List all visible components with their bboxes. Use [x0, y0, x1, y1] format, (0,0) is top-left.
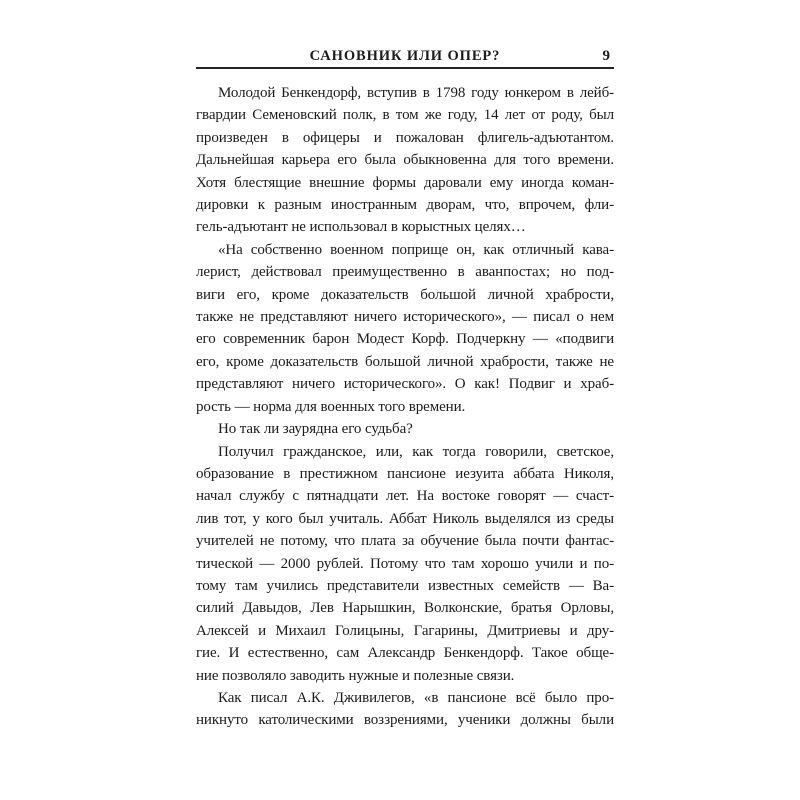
paragraph [196, 687, 614, 732]
text-line: Хотя блестящие внешние формы даровали ему иногда коман- [196, 174, 614, 191]
text-line: гие. И естественно, сам Александр Бенкендорф. Такое обще- [196, 645, 614, 662]
header-rule [196, 67, 614, 69]
text-line: его, кроме доказательств большой личной храбрости, также не [196, 353, 614, 370]
text-line: Получил гражданское, или, как тогда говорили, светское, [218, 443, 614, 460]
text-line: произведен в офицеры и пожалован флигель-адъютантом. [196, 129, 614, 146]
text-line: учителей не потому, что плата за обучение была почти фантас- [196, 533, 614, 550]
text-column [196, 47, 614, 732]
text-line: никнуто католическими воззрениями, ученики должны были [196, 712, 614, 729]
text-line: также не представляют ничего исторического», — писал о нем [196, 309, 614, 326]
text-line: начал службу с пятнадцати лет. На востоке говорят — счаст- [196, 488, 614, 505]
text-line: «На собственно военном поприще он, как отличный кава- [218, 241, 614, 258]
text-line: гель-адъютант не использовал в корыстных целях… [196, 219, 526, 236]
text-line: его современник барон Модест Корф. Подчеркну — «подвиги [196, 331, 614, 348]
text-line: рость — норма для военных того времени. [196, 398, 466, 415]
text-line: силий Давыдов, Лев Нарышкин, Волконские, братья Орловы, [196, 600, 614, 617]
text-line: Но так ли заурядна его судьба? [218, 421, 413, 438]
text-line: Молодой Бенкендорф, вступив в 1798 году юнкером в лейб- [218, 85, 614, 101]
text-line: лив тот, у кого был учиталь. Аббат Николь выделялся из среды [196, 510, 614, 527]
text-line: Как писал А.К. Дживилегов, «в пансионе всё было про- [218, 689, 614, 706]
text-line: тому там учились представители известных семейств — Ва- [196, 577, 614, 594]
body-text [196, 82, 614, 732]
text-line: лерист, действовал преимущественно в аванпостах; но под- [196, 264, 614, 281]
text-line: образование в престижном пансионе иезуита аббата Николя, [196, 465, 614, 482]
text-line: Дальнейшая карьера его была обыкновенна для того времени. [196, 152, 614, 169]
paragraph [196, 82, 614, 239]
text-line: дировки к разным иностранным дворам, что, впрочем, фли- [196, 197, 614, 214]
text-line: виги его, кроме доказательств большой личной храбрости, [196, 286, 614, 303]
text-line: представляют ничего исторического». О как! Подвиг и храб- [196, 376, 614, 393]
text-line: Алексей и Михаил Голицыны, Гагарины, Дмитриевы и дру- [196, 622, 614, 639]
text-line: тической — 2000 рублей. Потому что там хорошо учили и по- [196, 555, 614, 572]
chapter-title: САНОВНИК ИЛИ ОПЕР? [309, 48, 501, 64]
page-number: 9 [602, 48, 610, 64]
paragraph [196, 418, 614, 440]
paragraph [196, 239, 614, 418]
text-line: ние позволяло заводить нужные и полезные связи. [196, 667, 515, 684]
paragraph [196, 441, 614, 687]
running-header [196, 47, 614, 65]
text-line: гвардии Семеновский полк, в том же году, 14 лет от роду, был [196, 107, 614, 124]
